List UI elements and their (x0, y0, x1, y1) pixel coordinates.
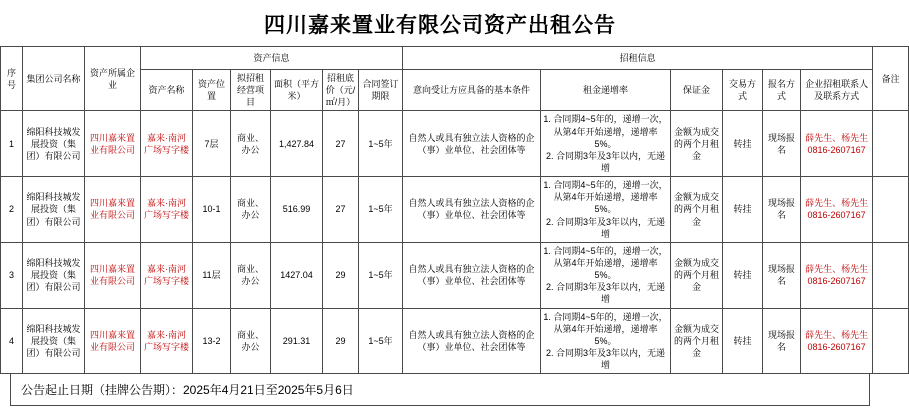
col-remark: 备注 (873, 47, 909, 111)
cell-lessee-conditions: 自然人或具有独立法人资格的企（事）业单位、社会团体等 (403, 308, 541, 374)
cell-owner-company: 四川嘉来置业有限公司 (85, 177, 141, 243)
cell-remark (873, 308, 909, 374)
cell-index: 3 (1, 242, 23, 308)
col-trade-method: 交易方式 (723, 70, 763, 111)
cell-area: 1,427.84 (271, 111, 323, 177)
cell-contract-term: 1~5年 (359, 308, 403, 374)
col-floor-price: 招租底价（元/㎡/月） (323, 70, 359, 111)
cell-floor-price: 27 (323, 111, 359, 177)
cell-lessee-conditions: 自然人或具有独立法人资格的企（事）业单位、社会团体等 (403, 242, 541, 308)
cell-trade-method: 转挂 (723, 242, 763, 308)
cell-area: 516.99 (271, 177, 323, 243)
cell-asset-location: 10-1 (193, 177, 231, 243)
col-asset-location: 资产位置 (193, 70, 231, 111)
col-contact: 企业招租联系人及联系方式 (801, 70, 873, 111)
cell-signup-method: 现场报名 (763, 308, 801, 374)
cell-contact: 薛先生、杨先生 0816-2607167 (801, 242, 873, 308)
col-area: 面积（平方米） (271, 70, 323, 111)
cell-asset-location: 13-2 (193, 308, 231, 374)
cell-lease-project: 商业、办公 (231, 177, 271, 243)
cell-deposit: 金额为成交的两个月租金 (671, 111, 723, 177)
table-header (1, 47, 909, 111)
group-header-asset-info: 资产信息 (141, 47, 403, 70)
col-lease-project: 拟招租经营项目 (231, 70, 271, 111)
col-lessee-conditions: 意向受让方应具备的基本条件 (403, 70, 541, 111)
cell-owner-company: 四川嘉来置业有限公司 (85, 242, 141, 308)
cell-contact: 薛先生、杨先生 0816-2607167 (801, 177, 873, 243)
col-contract-term: 合同签订期限 (359, 70, 403, 111)
header-row-1 (1, 47, 909, 70)
cell-area: 1427.04 (271, 242, 323, 308)
cell-owner-company: 四川嘉来置业有限公司 (85, 111, 141, 177)
cell-deposit: 金额为成交的两个月租金 (671, 242, 723, 308)
cell-lessee-conditions: 自然人或具有独立法人资格的企（事）业单位、社会团体等 (403, 177, 541, 243)
cell-floor-price: 29 (323, 242, 359, 308)
cell-trade-method: 转挂 (723, 308, 763, 374)
table-row (1, 242, 909, 308)
cell-asset-location: 7层 (193, 111, 231, 177)
cell-contact: 薛先生、杨先生 0816-2607167 (801, 111, 873, 177)
col-owner-company: 资产所属企业 (85, 47, 141, 111)
asset-lease-table (0, 46, 909, 374)
cell-deposit: 金额为成交的两个月租金 (671, 177, 723, 243)
cell-area: 291.31 (271, 308, 323, 374)
cell-contract-term: 1~5年 (359, 242, 403, 308)
cell-index: 1 (1, 111, 23, 177)
cell-rent-increase: 1. 合同期4~5年的，递增一次，从第4年开始递增，递增率5%。 2. 合同期3年及3年以内，无递增 (541, 111, 671, 177)
col-signup-method: 报名方式 (763, 70, 801, 111)
cell-group-company: 绵阳科技城发展投资（集团）有限公司 (23, 308, 85, 374)
cell-lessee-conditions: 自然人或具有独立法人资格的企（事）业单位、社会团体等 (403, 111, 541, 177)
group-header-lease-info: 招租信息 (403, 47, 873, 70)
cell-asset-name: 嘉来·南河广场写字楼 (141, 308, 193, 374)
cell-asset-name: 嘉来·南河广场写字楼 (141, 111, 193, 177)
notice-period-footer: 公告起止日期（挂牌公告期）：2025年4月21日至2025年5月6日 (10, 374, 870, 406)
cell-lease-project: 商业、办公 (231, 111, 271, 177)
cell-trade-method: 转挂 (723, 177, 763, 243)
cell-remark (873, 177, 909, 243)
cell-contact: 薛先生、杨先生 0816-2607167 (801, 308, 873, 374)
cell-deposit: 金额为成交的两个月租金 (671, 308, 723, 374)
cell-asset-location: 11层 (193, 242, 231, 308)
cell-rent-increase: 1. 合同期4~5年的，递增一次，从第4年开始递增，递增率5%。 2. 合同期3年及3年以内，无递增 (541, 177, 671, 243)
cell-lease-project: 商业、办公 (231, 242, 271, 308)
cell-contract-term: 1~5年 (359, 111, 403, 177)
cell-asset-name: 嘉来·南河广场写字楼 (141, 242, 193, 308)
col-index: 序号 (1, 47, 23, 111)
col-deposit: 保证金 (671, 70, 723, 111)
cell-group-company: 绵阳科技城发展投资（集团）有限公司 (23, 242, 85, 308)
cell-lease-project: 商业、办公 (231, 308, 271, 374)
cell-signup-method: 现场报名 (763, 177, 801, 243)
cell-asset-name: 嘉来·南河广场写字楼 (141, 177, 193, 243)
cell-rent-increase: 1. 合同期4~5年的，递增一次，从第4年开始递增，递增率5%。 2. 合同期3年及3年以内，无递增 (541, 308, 671, 374)
page-title: 四川嘉来置业有限公司资产出租公告 (264, 14, 616, 37)
cell-index: 2 (1, 177, 23, 243)
table-row (1, 308, 909, 374)
col-rent-increase: 租金递增率 (541, 70, 671, 111)
cell-remark (873, 242, 909, 308)
cell-index: 4 (1, 308, 23, 374)
col-group-company: 集团公司名称 (23, 47, 85, 111)
cell-owner-company: 四川嘉来置业有限公司 (85, 308, 141, 374)
cell-floor-price: 29 (323, 308, 359, 374)
cell-remark (873, 111, 909, 177)
cell-signup-method: 现场报名 (763, 111, 801, 177)
cell-rent-increase: 1. 合同期4~5年的，递增一次，从第4年开始递增，递增率5%。 2. 合同期3年及3年以内，无递增 (541, 242, 671, 308)
cell-group-company: 绵阳科技城发展投资（集团）有限公司 (23, 177, 85, 243)
table-body (1, 111, 909, 374)
cell-group-company: 绵阳科技城发展投资（集团）有限公司 (23, 111, 85, 177)
cell-signup-method: 现场报名 (763, 242, 801, 308)
cell-trade-method: 转挂 (723, 111, 763, 177)
table-row (1, 177, 909, 243)
table-row (1, 111, 909, 177)
cell-contract-term: 1~5年 (359, 177, 403, 243)
col-asset-name: 资产名称 (141, 70, 193, 111)
cell-floor-price: 27 (323, 177, 359, 243)
